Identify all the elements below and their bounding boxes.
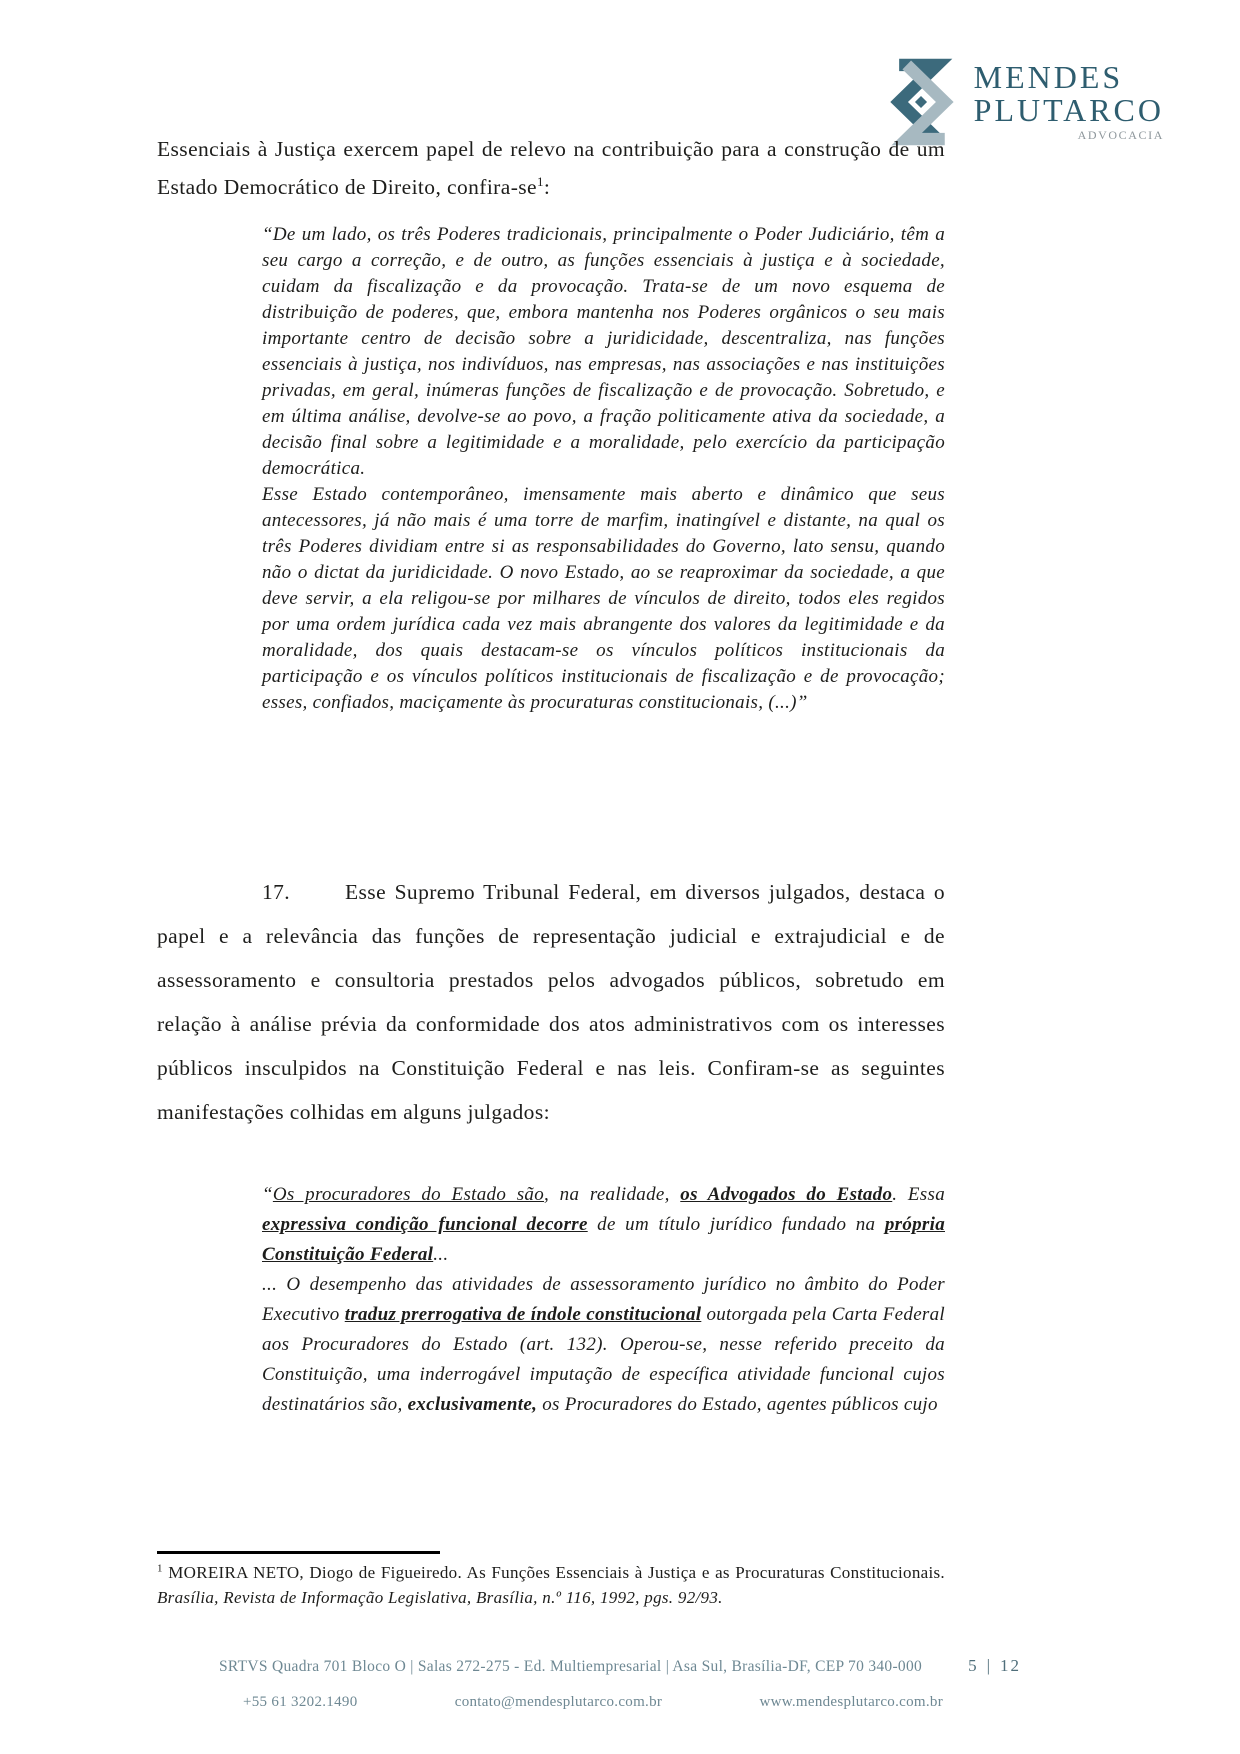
quote2-paragraph-2 xyxy=(262,1270,945,1420)
intro-text: Essenciais à Justiça exercem papel de relevo na contribuição para a construção de um Estado Democrático de Direito, confira-se xyxy=(157,137,945,199)
quote2-segment: ... O desempenho das atividades de assessoramento jurídico no âmbito do Poder Executivo xyxy=(262,1274,945,1325)
quote2-segment: . Essa xyxy=(892,1184,945,1205)
logo-text xyxy=(973,58,1164,144)
brand-name-line1: MENDES xyxy=(973,58,1124,95)
quote1-paragraph-2: Esse Estado contemporâneo, imensamente mais aberto e dinâmico que seus antecessores, já não mais é uma torre de marfim, inatingível e distante, na qual os três Poderes dividiam entre si as responsabilidades do Governo, lato sensu, quando não o dictat da juridicidade. O novo Estado, ao se reaproximar da sociedade, a que deve servir, a ela religou-se por milhares de vínculos de direito, todos eles regidos por uma ordem jurídica cada vez mais abrangente dos valores da legitimidade e da moralidade, dos quais destacam-se os vínculos políticos institucionais da participação e os vínculos políticos institucionais de fiscalização e de provocação; esses, confiados, maciçamente às procuraturas constitucionais, (...)” xyxy=(262,484,945,713)
footer-line2 xyxy=(243,1694,943,1711)
jurisprudence-quote-block xyxy=(262,1180,945,1420)
footer-website: www.mendesplutarco.com.br xyxy=(759,1694,943,1710)
footnote-divider xyxy=(157,1551,440,1554)
quote1-paragraph-1: “De um lado, os três Poderes tradicionais, principalmente o Poder Judiciário, têm a seu cargo a correção, e de outro, as funções essenciais à justiça e à sociedade, cuidam da fiscalização e da provocação. Trata-se de um novo esquema de distribuição de poderes, que, embora mantenha nos Poderes orgânicos o seu mais importante centro de decisão sobre a juridicidade, descentraliza, nas funções essenciais à justiça, nos indivíduos, nas empresas, nas associações e nas instituições privadas, em geral, inúmeras funções de fiscalização e de provocação. Sobretudo, e em última análise, devolve-se ao povo, a fração politicamente ativa da sociedade, a decisão final sobre a legitimidade e a moralidade, pelo exercício da participação democrática. xyxy=(262,224,945,479)
quote2-segment: expressiva condição funcional decorre xyxy=(262,1214,588,1235)
footer-line1 xyxy=(157,1656,1083,1676)
page-total: 12 xyxy=(1000,1656,1021,1675)
footer-email: contato@mendesplutarco.com.br xyxy=(454,1694,663,1710)
footnote-reference: 1 xyxy=(536,173,544,189)
quote2-segment: , na realidade, xyxy=(544,1184,681,1205)
quote2-paragraph-1 xyxy=(262,1180,945,1270)
footnote-text-italic: Brasília, Revista de Informação Legislativa, Brasília, n.º 116, 1992, pgs. 92/93. xyxy=(157,1588,723,1607)
brand-name-line2: PLUTARCO xyxy=(973,92,1164,128)
footnote-text-regular: MOREIRA NETO, Diogo de Figueiredo. As Funções Essenciais à Justiça e as Procuraturas Constitucionais. xyxy=(162,1563,945,1582)
doctrine-quote-block xyxy=(262,222,945,716)
quote2-segment: ... xyxy=(433,1244,449,1265)
quote2-segment: os Advogados do Estado xyxy=(680,1184,893,1205)
paragraph-17-text: Esse Supremo Tribunal Federal, em diversos julgados, destaca o papel e a relevância das funções de representação judicial e extrajudicial e de assessoramento e consultoria prestados pelos advogados públicos, sobretudo em relação à análise prévia da conformidade dos atos administrativos com os interesses públicos insculpidos na Constituição Federal e nas leis. Confiram-se as seguintes manifestações colhidas em alguns julgados: xyxy=(157,880,945,1124)
intro-suffix: : xyxy=(543,175,551,199)
intro-paragraph xyxy=(157,130,945,206)
brand-tagline: ADVOCACIA xyxy=(1077,128,1164,143)
page-indicator xyxy=(968,1656,1021,1676)
quote2-segment: outorgada pela Carta Federal aos Procuradores do Estado (art. 132). Operou-se, nesse referido preceito da Constituição, uma inderrogável imputação de específica atividade funcional cujos destinatários são, xyxy=(262,1304,945,1415)
footer-phone: +55 61 3202.1490 xyxy=(243,1694,358,1710)
quote2-segment: os Procuradores do Estado, agentes públicos cujo xyxy=(537,1394,938,1415)
footnote xyxy=(157,1560,945,1610)
quote2-segment: Os procuradores do Estado são xyxy=(272,1184,545,1205)
quote2-segment: exclusivamente, xyxy=(407,1394,538,1415)
footer-address: SRTVS Quadra 701 Bloco O | Salas 272-275 - Ed. Multiempresarial | Asa Sul, Brasília-DF, CEP 70 340-000 xyxy=(219,1658,923,1675)
quote2-segment: própria Constituição Federal xyxy=(262,1214,945,1265)
paragraph-17 xyxy=(157,870,945,1134)
paragraph-number: 17. xyxy=(262,880,291,904)
page-current: 5 xyxy=(968,1656,979,1675)
quote2-segment: “ xyxy=(262,1184,273,1205)
quote2-segment: de um título jurídico fundado na xyxy=(587,1214,885,1235)
page-separator: | xyxy=(986,1656,992,1675)
quote2-segment: traduz prerrogativa de índole constitucional xyxy=(344,1304,702,1325)
footnote-marker: 1 xyxy=(157,1562,163,1575)
